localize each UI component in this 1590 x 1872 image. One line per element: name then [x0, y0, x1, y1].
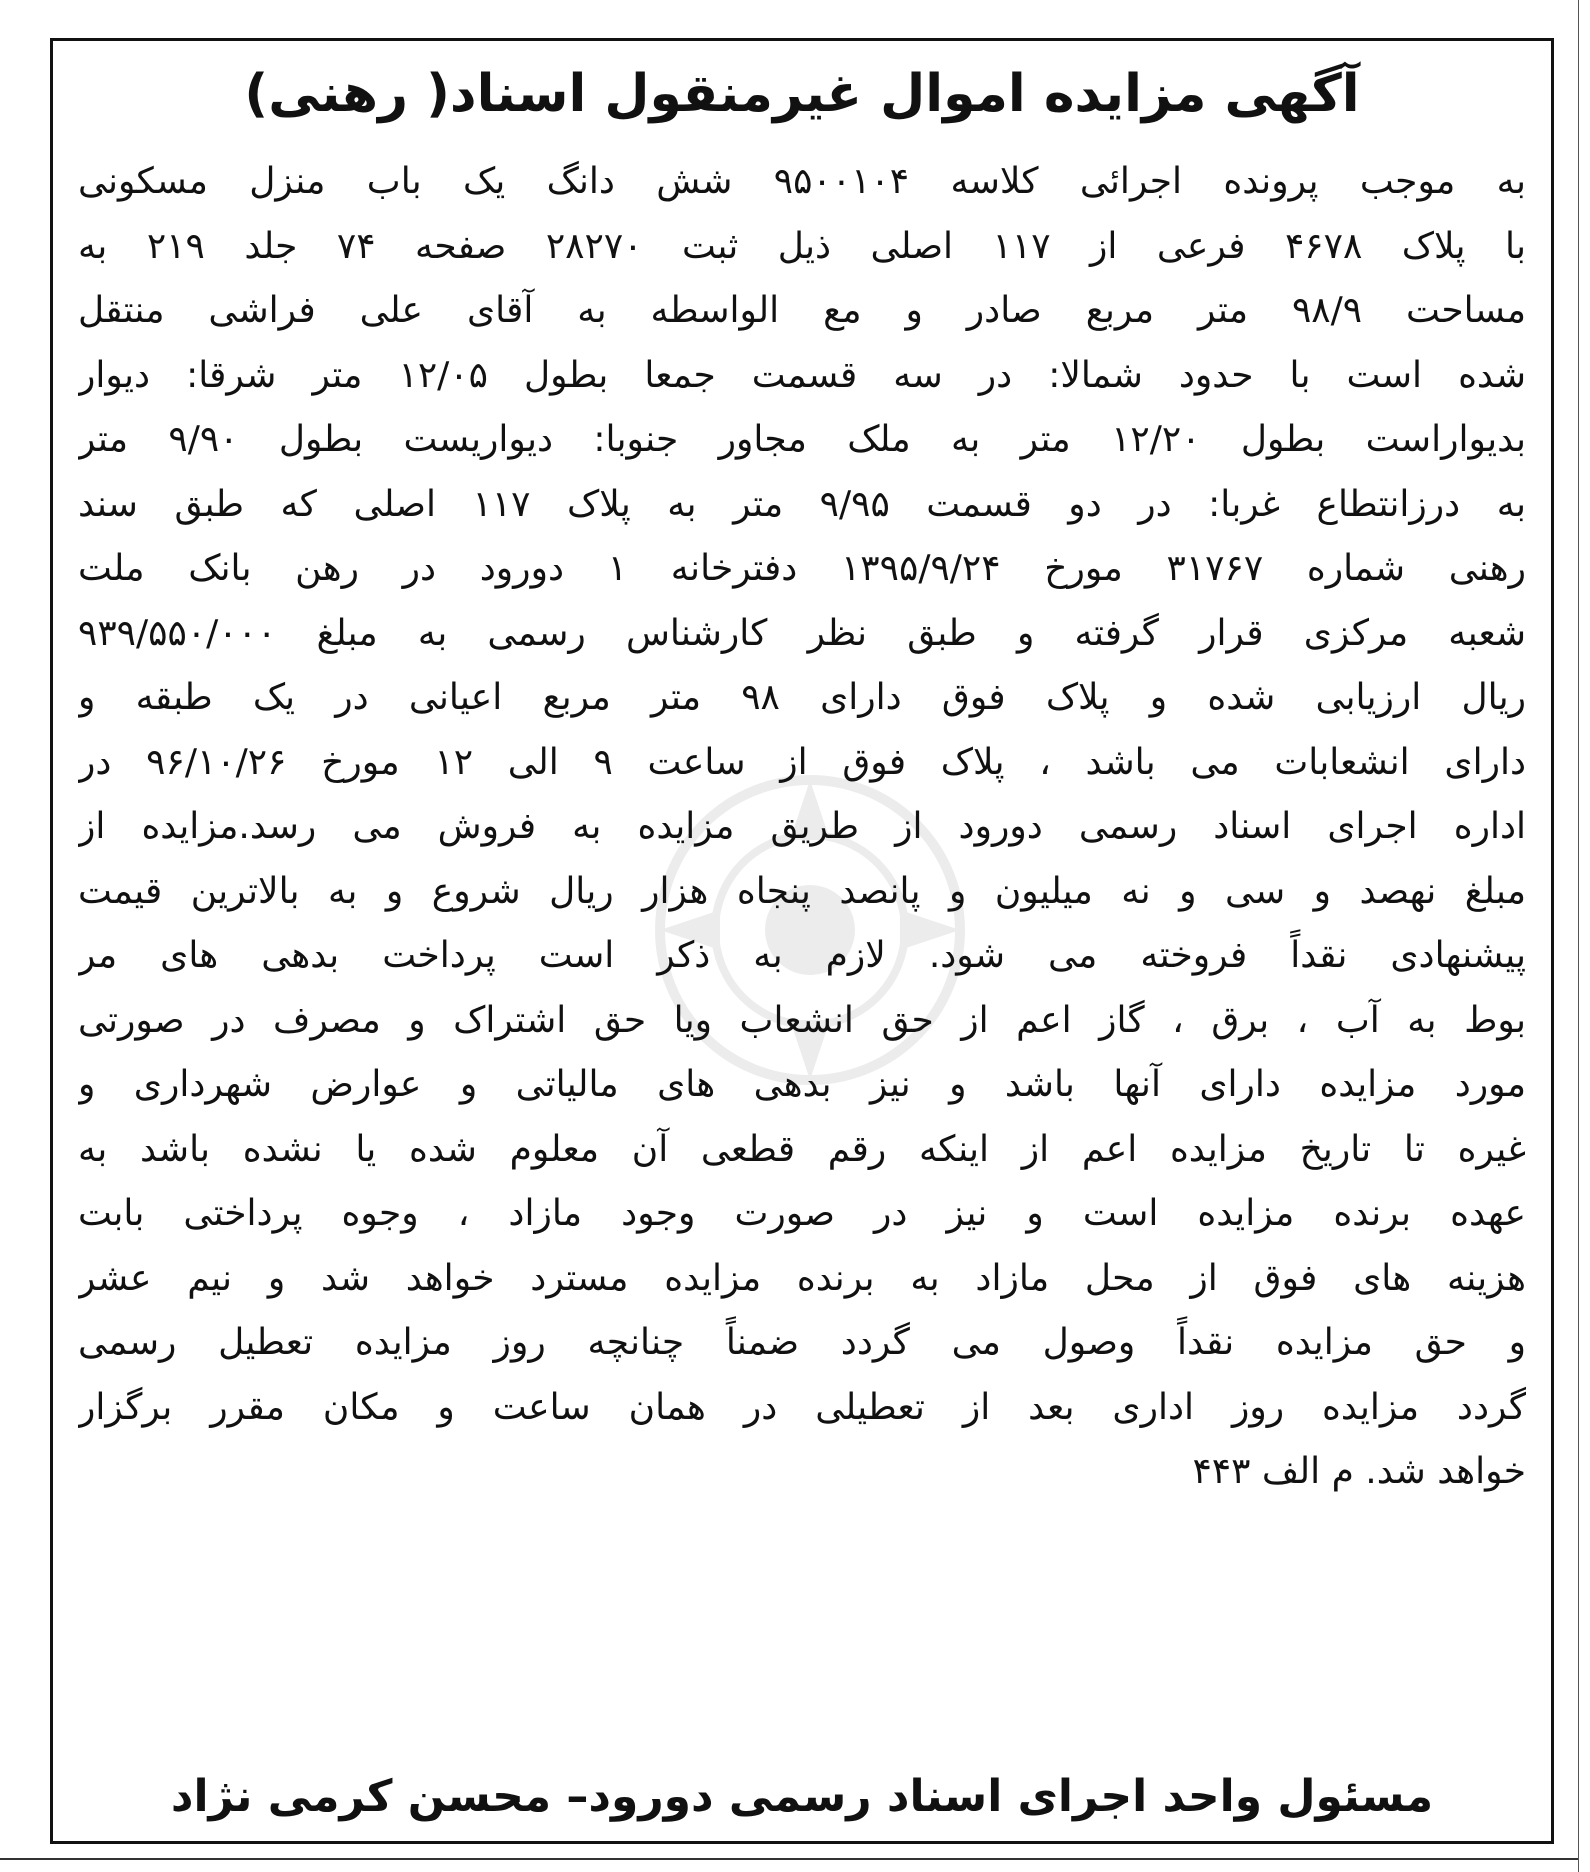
notice-signature: مسئول واحد اجرای اسناد رسمی دورود– محسن کرمی نژاد — [170, 1771, 1434, 1822]
body-line: عهده برنده مزایده است و نیز در صورت وجود مازاد ، وجوه پرداختی بابت — [78, 1193, 1526, 1234]
body-line: با پلاک ۴۶۷۸ فرعی از ۱۱۷ اصلی ذیل ثبت ۲۸۲۷۰ صفحه ۷۴ جلد ۲۱۹ به — [78, 225, 1526, 267]
body-line: ریال ارزیابی شده و پلاک فوق دارای ۹۸ متر مربع اعیانی در یک طبقه و — [78, 677, 1526, 718]
notice-title: آگهی مزایده اموال غیرمنقول اسناد( رهنی) — [244, 64, 1360, 124]
notice-body — [78, 150, 1526, 1505]
body-line: و حق مزایده نقداً وصول می گردد ضمناً چنانچه روز مزایده تعطیل رسمی — [78, 1322, 1526, 1363]
body-line: شعبه مرکزی قرار گرفته و طبق نظر کارشناس رسمی به مبلغ ۹۳۹/۵۵۰/۰۰۰ — [78, 612, 1526, 654]
body-line: به موجب پرونده اجرائی کلاسه ۹۵۰۰۱۰۴ شش دانگ یک باب منزل مسکونی — [78, 161, 1526, 202]
body-line: هزینه های فوق از محل مازاد به برنده مزایده مسترد خواهد شد و نیم عشر — [78, 1257, 1526, 1299]
body-line: بدیواراست بطول ۱۲/۲۰ متر به ملک مجاور جنوبا: دیواریست بطول ۹/۹۰ متر — [78, 419, 1526, 460]
body-line: مبلغ نهصد و سی و نه میلیون و پانصد پنجاه هزار ریال شروع و به بالاترین قیمت — [78, 870, 1526, 912]
body-line: پیشنهادی نقداً فروخته می شود. لازم به ذکر است پرداخت بدهی های مر — [78, 935, 1526, 976]
body-line: مورد مزایده دارای آنها باشد و نیز بدهی های مالیاتی و عوارض شهرداری و — [78, 1064, 1526, 1105]
body-line: دارای انشعابات می باشد ، پلاک فوق از ساعت ۹ الی ۱۲ مورخ ۹۶/۱۰/۲۶ در — [78, 741, 1526, 783]
body-line: به درزانتطاع غربا: در دو قسمت ۹/۹۵ متر به پلاک ۱۱۷ اصلی که طبق سند — [78, 483, 1526, 525]
body-line: رهنی شماره ۳۱۷۶۷ مورخ ۱۳۹۵/۹/۲۴ دفترخانه ۱ دورود در رهن بانک ملت — [78, 548, 1526, 589]
body-line: غیره تا تاریخ مزایده اعم از اینکه رقم قطعی آن معلوم شده یا نشده باشد به — [78, 1128, 1526, 1170]
body-line: شده است با حدود شمالا: در سه قسمت جمعا بطول ۱۲/۰۵ متر شرقا: دیوار — [78, 354, 1526, 396]
body-line: گردد مزایده روز اداری بعد از تعطیلی در همان ساعت و مکان مقرر برگزار — [78, 1386, 1526, 1428]
body-line: اداره اجرای اسناد رسمی دورود از طریق مزایده به فروش می رسد.مزایده از — [78, 806, 1526, 847]
body-line: مساحت ۹۸/۹ متر مربع صادر و مع الواسطه به آقای علی فراشی منتقل — [78, 290, 1526, 331]
page-right-rule — [1578, 0, 1579, 1872]
body-line-last: خواهد شد. م الف ۴۴۳ — [1192, 1451, 1526, 1492]
page-bottom-rule — [0, 1858, 1578, 1860]
body-line: بوط به آب ، برق ، گاز اعم از حق انشعاب ویا حق اشتراک و مصرف در صورتی — [78, 999, 1526, 1041]
